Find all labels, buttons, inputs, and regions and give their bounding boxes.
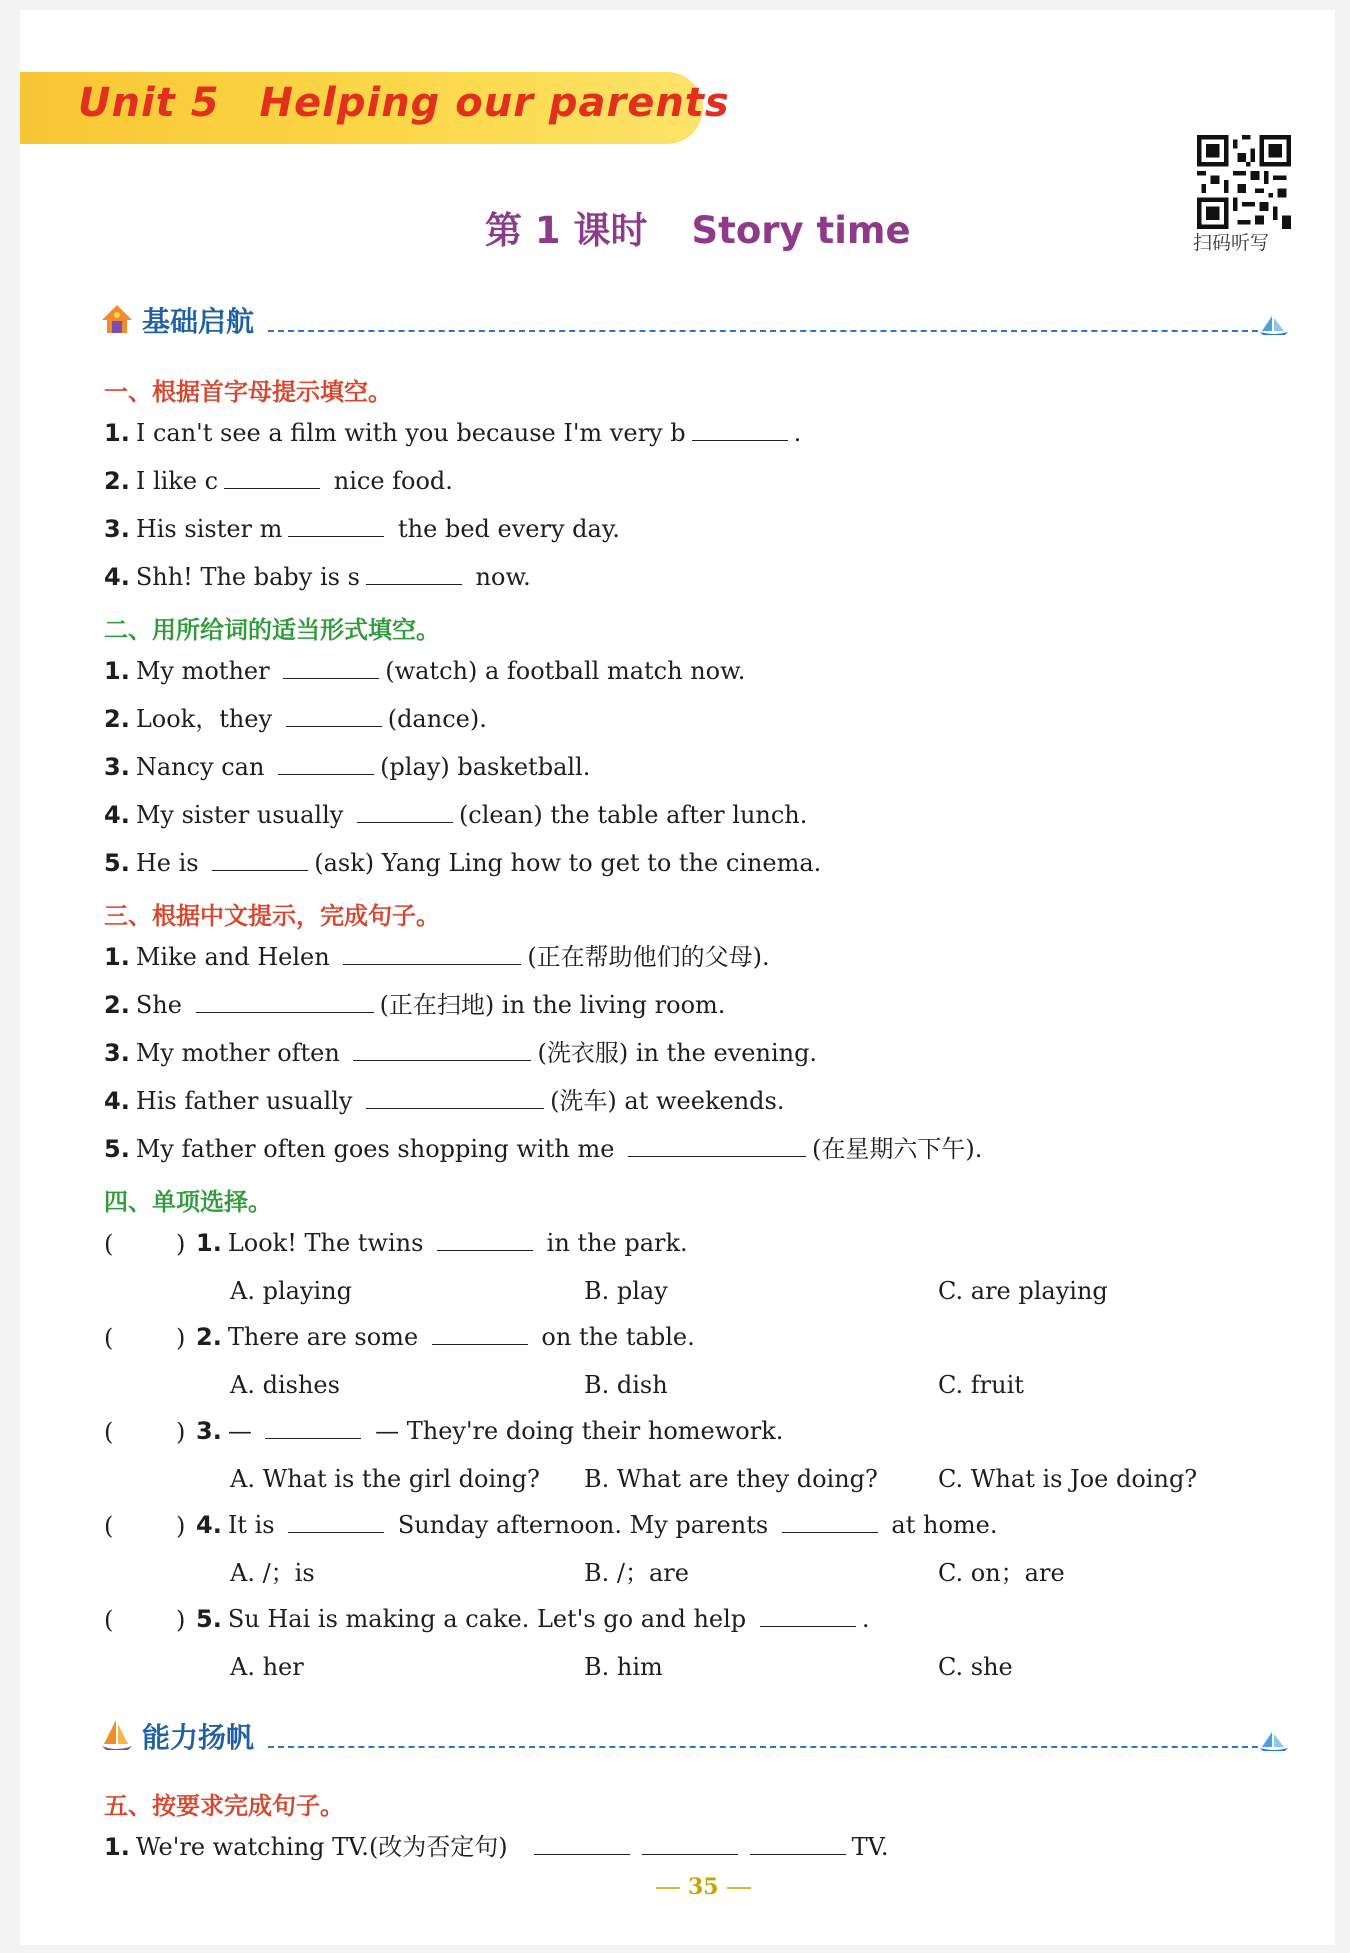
option-a[interactable]: A. /；is: [230, 1559, 315, 1587]
answer-blank[interactable]: [212, 848, 308, 871]
answer-blank[interactable]: [760, 1604, 856, 1627]
section-basic-header: [100, 300, 1290, 340]
part2-item-4: 4. My sister usually (clean) the table after lunch.: [104, 801, 808, 829]
option-a[interactable]: A. What is the girl doing?: [230, 1465, 540, 1493]
part3-title: 三、根据中文提示，完成句子。: [104, 902, 440, 930]
answer-paren-open[interactable]: (: [104, 1606, 114, 1634]
option-c[interactable]: C. What is Joe doing?: [938, 1465, 1198, 1493]
answer-blank[interactable]: [534, 1832, 630, 1855]
part1-item-1: 1. I can't see a film with you because I'm very b .: [104, 419, 802, 447]
answer-blank[interactable]: [432, 1322, 528, 1345]
part2-item-2: 2. Look，they (dance).: [104, 705, 487, 733]
answer-blank[interactable]: [782, 1510, 878, 1533]
answer-blank[interactable]: [628, 1134, 806, 1157]
mc-question-5: 5. Su Hai is making a cake. Let's go and help .: [196, 1605, 870, 1633]
house-icon: [100, 302, 134, 336]
part5-item-1: 1. We're watching TV.(改为否定句) TV.: [104, 1833, 889, 1861]
answer-blank[interactable]: [692, 418, 788, 441]
part1-item-4: 4. Shh! The baby is s now.: [104, 563, 531, 591]
answer-blank[interactable]: [288, 514, 384, 537]
answer-blank[interactable]: [750, 1832, 846, 1855]
sail-icon: [100, 1718, 134, 1752]
part2-item-1: 1. My mother (watch) a football match now.: [104, 657, 746, 685]
part3-item-2: 2. She (正在扫地) in the living room.: [104, 991, 726, 1019]
option-b[interactable]: B. dish: [584, 1371, 668, 1399]
section-ability-header: [100, 1716, 1290, 1756]
option-c[interactable]: C. fruit: [938, 1371, 1024, 1399]
part1-item-2: 2. I like c nice food.: [104, 467, 453, 495]
answer-blank[interactable]: [283, 656, 379, 679]
answer-blank[interactable]: [278, 752, 374, 775]
answer-blank[interactable]: [196, 990, 374, 1013]
answer-blank[interactable]: [265, 1416, 361, 1439]
part3-item-4: 4. His father usually (洗车) at weekends.: [104, 1087, 785, 1115]
option-c[interactable]: C. are playing: [938, 1277, 1108, 1305]
option-a[interactable]: A. her: [230, 1653, 304, 1681]
mc-question-3: 3. — — They're doing their homework.: [196, 1417, 784, 1445]
divider: [268, 1746, 1258, 1748]
answer-paren-close[interactable]: ): [176, 1324, 186, 1352]
part1-item-3: 3. His sister m the bed every day.: [104, 515, 620, 543]
option-b[interactable]: B. /；are: [584, 1559, 689, 1587]
answer-blank[interactable]: [343, 942, 521, 965]
sailboat-icon: [1258, 314, 1290, 336]
option-b[interactable]: B. play: [584, 1277, 668, 1305]
page-number: 35: [648, 1874, 759, 1900]
answer-blank[interactable]: [353, 1038, 531, 1061]
answer-paren-open[interactable]: (: [104, 1512, 114, 1540]
unit-title: Helping our parents: [259, 80, 730, 126]
option-b[interactable]: B. him: [584, 1653, 663, 1681]
part2-title: 二、用所给词的适当形式填空。: [104, 616, 440, 644]
mc-question-4: 4. It is Sunday afternoon. My parents at home.: [196, 1511, 998, 1539]
option-c[interactable]: C. on；are: [938, 1559, 1065, 1587]
option-b[interactable]: B. What are they doing?: [584, 1465, 878, 1493]
answer-blank[interactable]: [642, 1832, 738, 1855]
qr-code-icon[interactable]: [1197, 135, 1291, 229]
answer-blank[interactable]: [288, 1510, 384, 1533]
answer-blank[interactable]: [286, 704, 382, 727]
part2-item-5: 5. He is (ask) Yang Ling how to get to the cinema.: [104, 849, 822, 877]
answer-paren-open[interactable]: (: [104, 1230, 114, 1258]
answer-blank[interactable]: [366, 1086, 544, 1109]
sailboat-icon: [1258, 1730, 1290, 1752]
unit-heading: [78, 80, 730, 126]
answer-blank[interactable]: [437, 1228, 533, 1251]
answer-paren-close[interactable]: ): [176, 1230, 186, 1258]
answer-paren-open[interactable]: (: [104, 1324, 114, 1352]
part3-item-3: 3. My mother often (洗衣服) in the evening.: [104, 1039, 818, 1067]
option-a[interactable]: A. playing: [230, 1277, 352, 1305]
part4-title: 四、单项选择。: [104, 1188, 272, 1216]
part1-title: 一、根据首字母提示填空。: [104, 378, 392, 406]
answer-paren-close[interactable]: ): [176, 1606, 186, 1634]
part5-title: 五、按要求完成句子。: [104, 1792, 344, 1820]
section-basic-title: 基础启航: [142, 305, 255, 338]
answer-blank[interactable]: [224, 466, 320, 489]
answer-paren-open[interactable]: (: [104, 1418, 114, 1446]
divider: [268, 330, 1258, 332]
part3-item-5: 5. My father often goes shopping with me (在星期六下午).: [104, 1135, 983, 1163]
lesson-title: 第 1 课时 Story time: [485, 209, 911, 252]
part3-item-1: 1. Mike and Helen (正在帮助他们的父母).: [104, 943, 770, 971]
unit-number: Unit 5: [78, 80, 220, 126]
section-ability-title: 能力扬帆: [142, 1721, 255, 1754]
option-a[interactable]: A. dishes: [230, 1371, 340, 1399]
qr-caption: 扫码听写: [1193, 232, 1270, 254]
option-c[interactable]: C. she: [938, 1653, 1013, 1681]
mc-question-1: 1. Look! The twins in the park.: [196, 1229, 688, 1257]
mc-question-2: 2. There are some on the table.: [196, 1323, 695, 1351]
answer-blank[interactable]: [366, 562, 462, 585]
part2-item-3: 3. Nancy can (play) basketball.: [104, 753, 591, 781]
answer-paren-close[interactable]: ): [176, 1512, 186, 1540]
answer-blank[interactable]: [357, 800, 453, 823]
answer-paren-close[interactable]: ): [176, 1418, 186, 1446]
